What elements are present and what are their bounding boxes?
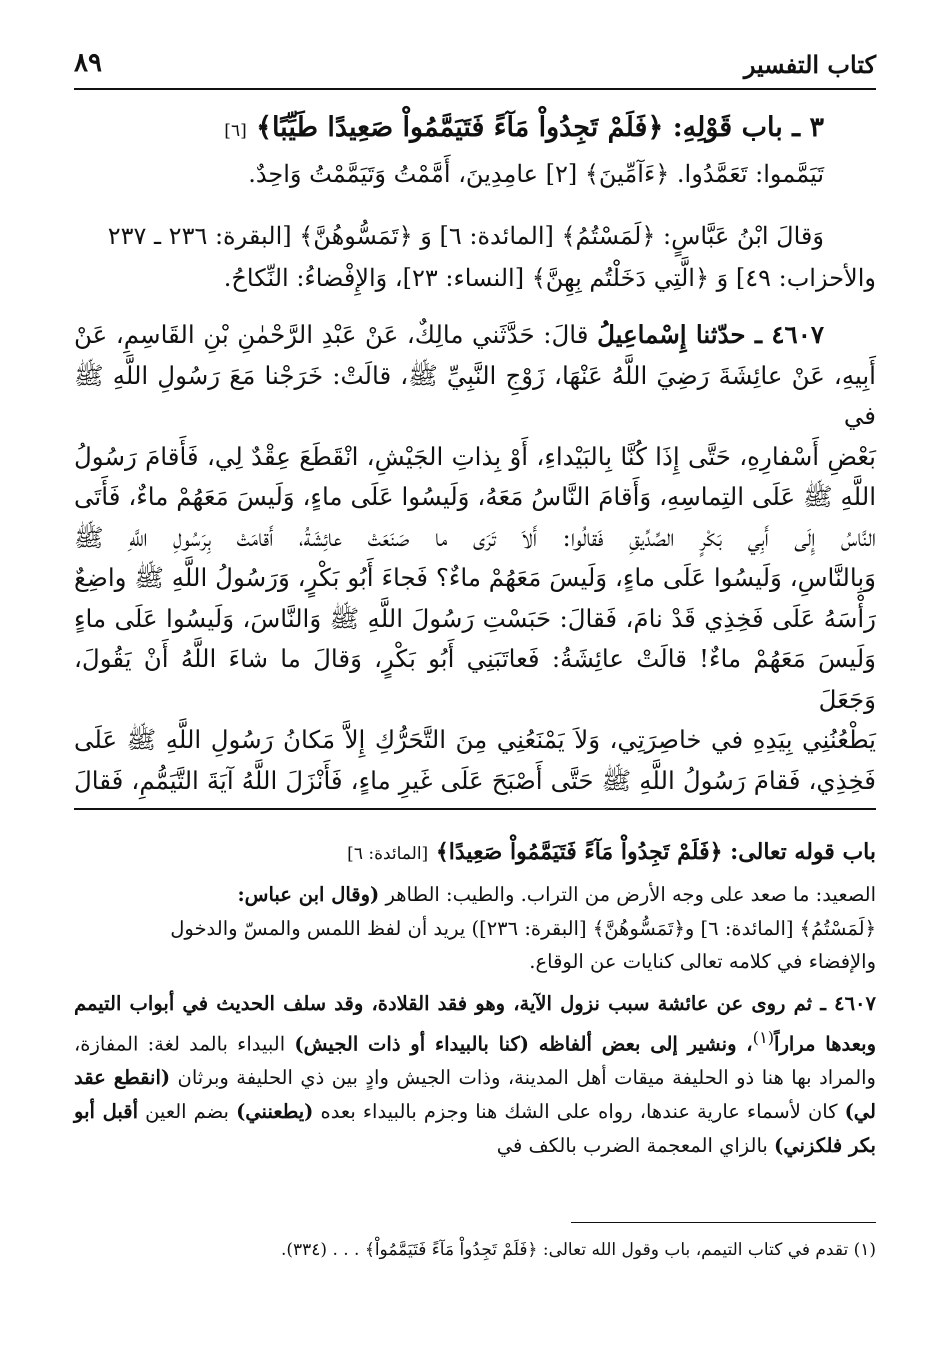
running-title: كتاب التفسير [743,50,876,79]
hadith-line: النَّاسُ إِلَى أَبِي بَكْرٍ الصِّدِّيقِ فَقالُوا: أَلاَ تَرَى ما صَنَعَتْ عائِشَةُ، أَقامَتْ بِرَسُولِ اللَّهِ ﷺ [74,522,876,552]
ibn-abbas-line-1: وَقالَ ابْنُ عَبَّاسٍ: ﴿لَمَسْتُمُ﴾ [المائدة: ٦] وَ ﴿تَمَسُّوهُنَّ﴾ [البقرة: ٢٣٦ ـ ٢٣٧ [107,222,824,250]
hadith-line: فَخِذِي، فَقامَ رَسُولُ اللَّهِ ﷺ حَتَّى أَصْبَحَ عَلَى غَيرِ ماءٍ، فَأَنْزَلَ اللَّهُ آيَةَ التَّيَمُّمِ، فَقالَ [74,765,876,795]
hadith-line: اللَّهِ ﷺ عَلَى التِماسِهِ، وَأَقامَ النَّاسُ مَعَهُ، وَلَيسُوا عَلَى ماءٍ، وَلَيسَ مَعَهُمْ ماءٌ، فَأَتَى [74,482,876,511]
ibn-abbas-line-2: والأحزاب: ٤٩] وَ ﴿الَّتِي دَخَلْتُم بِهِنَّ﴾ [النساء: ٢٣]، وَالإِفْضاءُ: النِّكاحُ. [223,264,876,292]
commentary-paragraph-1: الصعيد: ما صعد على وجه الأرض من التراب. والطيب: الطاهر (وقال ابن عباس: ﴿لَمَسْتُمُ﴾ [المائدة: ٦] و﴿تَمَسُّوهُنَّ﴾ [البقرة: ٢٣٦]) يريد أن لفظ اللمس والمسّ والدخول والإفضاء في كلامه تعالى كنايات عن الوقاع. [170,883,876,973]
commentary-heading-ayah: ﴿فَلَمْ تَجِدُواْ مَآءً فَتَيَمَّمُواْ صَعِيدًا﴾ [435,839,723,865]
chapter-heading-ref: [٦] [224,121,247,141]
commentary-paragraph-2: ٤٦٠٧ ـ ثم روى عن عائشة سبب نزول الآية، وهو فقد القلادة، وقد سلف الحديث في أبواب التيمم وبعدها مراراً$^{(١)}$، ونشير إلى بعض ألفاظه (كنا بالبيداء أو ذات الجيش) البيداء بالمد لغة: المفازة، والمراد بها هنا ذو الحليفة ميقات أهل المدينة، وذات الجيش وادٍ بين ذي الحليفة وبرثان (انقطع عقد لي) كان لأسماء عارية عندها، رواه على الشك هنا وجزم بالبيداء بعده (يطعنني) بضم العين أقبل أبو بكر فلكزني) بالزاي المعجمة الضرب بالكف في [74,991,876,1157]
hadith-line: بَعْضِ أَسْفارِهِ، حَتَّى إِذَا كُنَّا بِالبَيْداءِ، أَوْ بِذاتِ الجَيْشِ، انْقَطَعَ عِقْدٌ لِي، فَأَقامَ رَسُولُ [74,441,876,471]
hadith-line: رَأْسَهُ عَلَى فَخِذِي قَدْ نامَ، فَقالَ: حَبَسْتِ رَسُولَ اللَّهِ ﷺ وَالنَّاسَ، وَلَيسُوا عَلَى ماءٍ [74,603,876,633]
gloss-line: تَيَمَّموا: تَعَمَّدُوا. ﴿ءَآمِّينَ﴾ [٢] عامِدِينَ، أَمَّمْتُ وَتَيَمَّمْتُ وَاحِدٌ. [248,160,824,188]
footnote-marker[interactable]: (١) [752,1027,775,1047]
commentary-heading-prefix: باب قوله تعالى: [730,839,876,865]
hadith-line: وَلَيسَ مَعَهُمْ ماءٌ! قالَتْ عائِشَةُ: فَعاتَبَنِي أَبُو بَكْرٍ، وَقالَ ما شاءَ اللَّهُ أَنْ يَقُولَ، وَجَعَلَ [74,644,876,714]
footnote: (١) تقدم في كتاب التيمم، باب وقول الله تعالى: ﴿فَلَمْ تَجِدُواْ مَآءً فَتَيَمَّمُواْ﴾ . . . (٣٣٤). [280,1240,876,1260]
footnote-divider [571,1222,876,1223]
hadith-line: وَبِالنَّاسِ، وَلَيسُوا عَلَى ماءٍ، وَلَيسَ مَعَهُمْ ماءٌ؟ فَجاءَ أَبُو بَكْرٍ، وَرَسُولُ اللَّهِ ﷺ واضِعٌ [74,563,876,592]
hadith-line: ٤٦٠٧ ـ حدّثنا إِسْماعِيلُ قالَ: حَدَّثَني مالِكٌ، عَنْ عَبْدِ الرَّحْمٰنِ بْنِ القَاسِمِ، عَنْ [74,320,825,349]
page-header [74,42,876,90]
hadith-text [74,315,876,801]
commentary-heading-ref: [المائدة: ٦] [347,844,429,864]
hadith-line: يَطْعُنُنِي بِيَدِهِ في خاصِرَتِي، وَلاَ يَمْنَعُنِي مِنَ التَّحَرُّكِ إِلاَّ مَكانُ رَسُولِ اللَّهِ ﷺ عَلَى [74,725,876,754]
hadith-line: أَبِيهِ، عَنْ عائِشَةَ رَضِيَ اللَّهُ عَنْهَا، زَوْجِ النَّبِيِّ ﷺ، قالَتْ: خَرَجْنا مَعَ رَسُولِ اللَّهِ ﷺ في [74,360,876,430]
chapter-heading [74,106,824,153]
commentary-section [74,832,876,1163]
commentary-divider [74,808,876,810]
chapter-heading-ayah: ﴿فَلَمْ تَجِدُواْ مَآءً فَتَيَمَّمُواْ صَعِيدًا طَيِّبًا﴾ [256,112,664,143]
page-number: ٨٩ [74,48,102,78]
hadith-number: ٤٦٠٧ ـ حدّثنا إِسْماعِيلُ [597,320,825,349]
chapter-heading-prefix: ٣ ـ باب قَوْلِهِ: [672,112,824,143]
main-text [74,100,876,801]
commentary-heading [74,832,876,874]
